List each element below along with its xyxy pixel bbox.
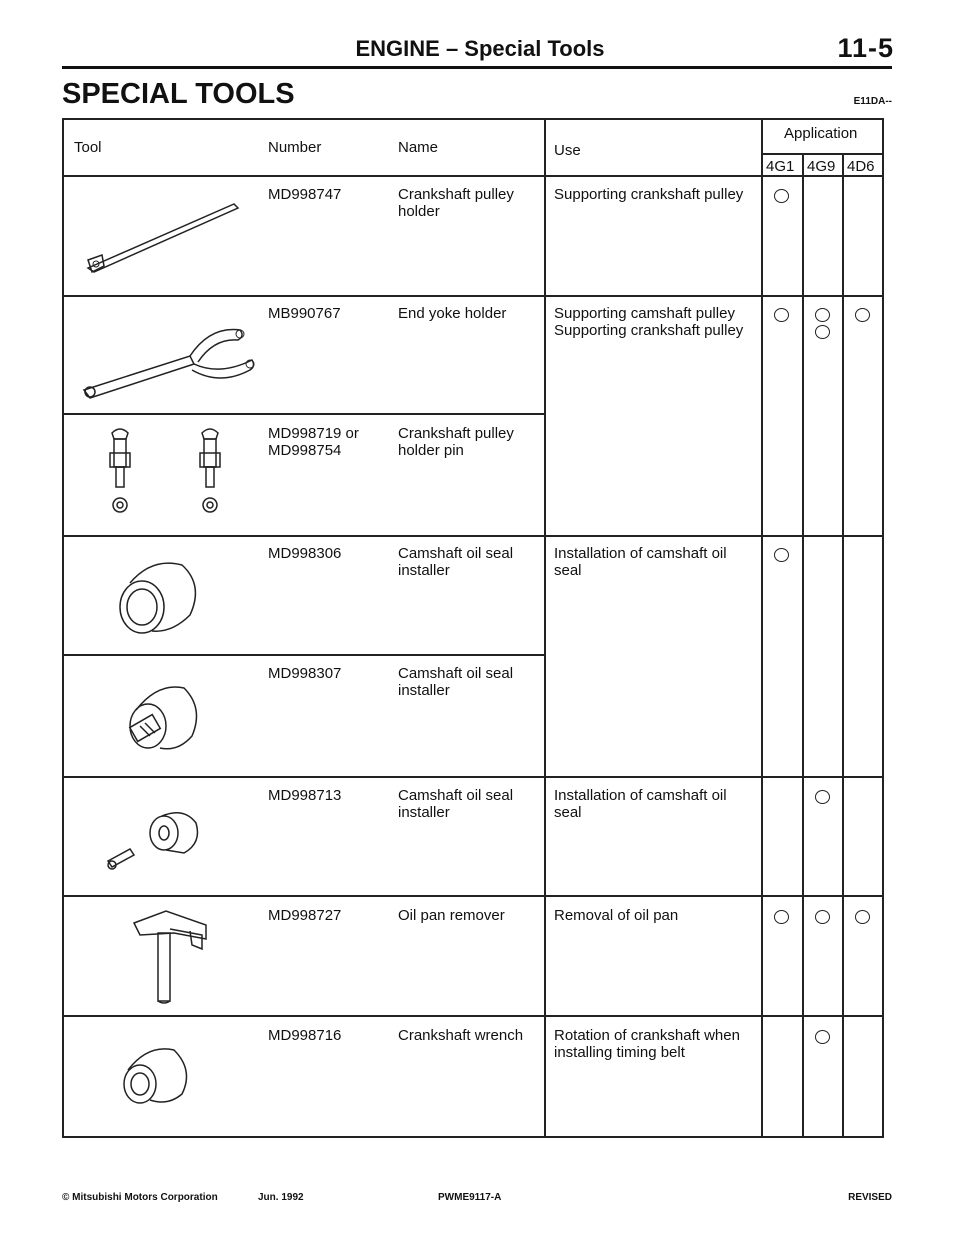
tool-name: Crankshaft pulley holder pin [398,425,514,459]
col-header-tool: Tool [74,139,102,156]
tool-name: Camshaft oil seal installer [398,787,514,821]
use-column-divider [544,118,546,1137]
tool-use: Installation of camshaft oil seal [554,787,727,821]
row-rule [62,1015,884,1017]
row-rule [62,295,884,297]
page-number: 11-5 [837,33,894,63]
tool-name: Camshaft oil seal installer [398,665,514,699]
tool-name: Camshaft oil seal installer [398,545,514,579]
crankshaft-pulley-holder-icon [84,200,244,275]
oil-seal-installer-3-icon [104,805,204,875]
end-yoke-holder-icon [80,320,260,400]
header-bottom-rule [62,175,884,177]
tool-use: Rotation of crankshaft when installing timing belt [554,1027,740,1061]
header-rule [62,66,892,69]
app-column-divider [761,118,763,1137]
application-mark-4g1 [774,308,789,322]
application-mark-4g9 [815,790,830,804]
tool-number: MD998719 or MD998754 [268,425,359,459]
tool-number: MD998713 [268,787,342,804]
row-rule [62,535,884,537]
application-mark-4g1 [774,189,789,203]
tool-number: MD998306 [268,545,342,562]
holder-pin-icon [100,425,230,520]
tool-number: MD998747 [268,186,342,203]
footer-date: Jun. 1992 [258,1192,304,1203]
application-subheader-rule [761,153,883,155]
tool-name: Oil pan remover [398,907,505,924]
tool-name: Crankshaft wrench [398,1027,524,1044]
page-header-title: ENGINE – Special Tools [355,36,605,61]
tool-number: MD998307 [268,665,342,682]
oil-seal-installer-2-icon [118,680,208,760]
application-mark-4d6 [855,910,870,924]
col-header-name: Name [398,139,439,156]
section-code: E11DA-- [853,96,892,107]
tool-number: MD998716 [268,1027,342,1044]
col-header-number: Number [268,139,322,156]
tool-number: MB990767 [268,305,341,322]
application-mark-4g1 [774,548,789,562]
tool-use: Removal of oil pan [554,907,679,924]
tool-name: End yoke holder [398,305,507,322]
row-rule [62,413,544,415]
oil-seal-installer-icon [112,555,207,640]
app-4d6-divider [842,153,844,1137]
tool-name: Crankshaft pulley holder [398,186,514,220]
tool-number: MD998727 [268,907,342,924]
col-header-4g9: 4G9 [807,158,836,175]
application-mark-4d6 [855,308,870,322]
tool-use: Supporting crankshaft pulley [554,186,744,203]
footer-status: REVISED [848,1192,892,1203]
col-header-4d6: 4D6 [847,158,875,175]
crankshaft-wrench-icon [118,1040,198,1110]
application-mark-4g9 [815,325,830,339]
app-4g9-divider [802,153,804,1137]
section-title: SPECIAL TOOLS [62,78,295,110]
row-rule [62,895,884,897]
col-header-4g1: 4G1 [766,158,795,175]
application-mark-4g9 [815,308,830,322]
table-border-left [62,118,64,1137]
row-rule [62,776,884,778]
application-mark-4g1 [774,910,789,924]
oil-pan-remover-icon [130,905,210,1005]
tool-use: Installation of camshaft oil seal [554,545,727,579]
table-border-right [882,118,884,1137]
tool-use: Supporting camshaft pulley Supporting crankshaft pulley [554,305,744,339]
footer-code: PWME9117-A [438,1192,502,1203]
application-mark-4g9 [815,910,830,924]
row-rule [62,654,544,656]
col-header-use: Use [554,142,581,159]
col-header-application: Application [784,125,858,142]
application-mark-4g9 [815,1030,830,1044]
footer-copyright: © Mitsubishi Motors Corporation [62,1192,218,1203]
